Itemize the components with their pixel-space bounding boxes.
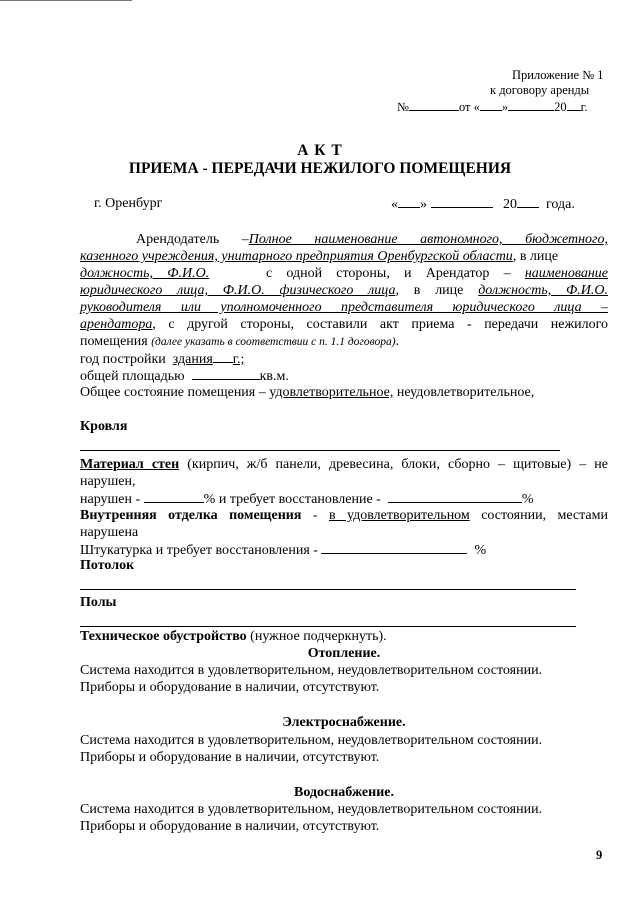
intro-line-1: Арендодатель –Полное наименование автономного, бюджетного,: [136, 232, 608, 247]
roof-heading: Кровля: [80, 419, 128, 434]
top-edge-line: [0, 0, 132, 1]
appendix-line2: к договору аренды: [490, 83, 590, 97]
walls-line-1: Материал стен (кирпич, ж/б панели, древесина, блоки, сборно – щитовые) – не: [80, 457, 608, 472]
water-system: Система находится в удовлетворительном, неудовлетворительном состоянии.: [80, 802, 543, 817]
power-system: Система находится в удовлетворительном, неудовлетворительном состоянии.: [80, 733, 543, 748]
intro-line-4: юридического лица, Ф.И.О. физического лица, в лице должность, Ф.И.О.: [80, 283, 609, 298]
water-heading: Водоснабжение.: [294, 785, 394, 800]
intro-line-6: арендатора, с другой стороны, составили акт приема - передачи нежилого: [80, 317, 608, 332]
floors-line: [80, 626, 576, 627]
roof-line: [80, 450, 560, 451]
floors-heading: Полы: [80, 595, 117, 610]
appendix-line1: Приложение № 1: [512, 68, 604, 82]
walls-line-2: нарушен,: [80, 474, 136, 489]
heating-system: Система находится в удовлетворительном, неудовлетворительном состоянии.: [80, 663, 543, 678]
interior-line-2: нарушена: [80, 525, 139, 540]
page-number: 9: [596, 848, 603, 862]
power-devices: Приборы и оборудование в наличии, отсутствуют.: [80, 750, 380, 765]
intro-line-5: руководителя или уполномоченного представителя юридического лица –: [80, 300, 608, 315]
appendix-contract-ref: № от « » 20 г.: [397, 100, 588, 114]
document-subtitle: ПРИЕМА - ПЕРЕДАЧИ НЕЖИЛОГО ПОМЕЩЕНИЯ: [128, 160, 512, 177]
construction-year: год постройки здания г.;: [80, 352, 245, 367]
document-title: А К Т: [297, 142, 343, 159]
intro-line-3: должность, Ф.И.О. с одной стороны, и Арендатор – наименование: [80, 266, 609, 281]
power-heading: Электроснабжение.: [282, 715, 406, 730]
tech-heading: Техническое обустройство (нужное подчеркнуть).: [80, 629, 387, 644]
interior-line-1: Внутренняя отделка помещения - в удовлетворительном состоянии, местами: [80, 508, 609, 523]
act-date: « » 20 года.: [391, 197, 575, 212]
general-state: Общее состояние помещения – удовлетворительное, неудовлетворительное,: [80, 385, 535, 400]
intro-line-2: казенного учреждения, унитарного предприятия Оренбургской области, в лице: [80, 249, 559, 264]
total-area: общей площадью кв.м.: [80, 369, 289, 384]
intro-line-7: помещения (далее указать в соответствии с п. 1.1 договора).: [80, 334, 400, 349]
heating-devices: Приборы и оборудование в наличии, отсутствуют.: [80, 680, 380, 695]
plaster-line: Штукатурка и требует восстановления - %: [80, 543, 487, 558]
ceiling-heading: Потолок: [80, 558, 135, 573]
walls-broken: нарушен - % и требует восстановление - %: [80, 492, 534, 507]
water-devices: Приборы и оборудование в наличии, отсутствуют.: [80, 819, 380, 834]
heating-heading: Отопление.: [307, 646, 381, 661]
city: г. Оренбург: [94, 196, 163, 211]
ceiling-line: [80, 589, 576, 590]
